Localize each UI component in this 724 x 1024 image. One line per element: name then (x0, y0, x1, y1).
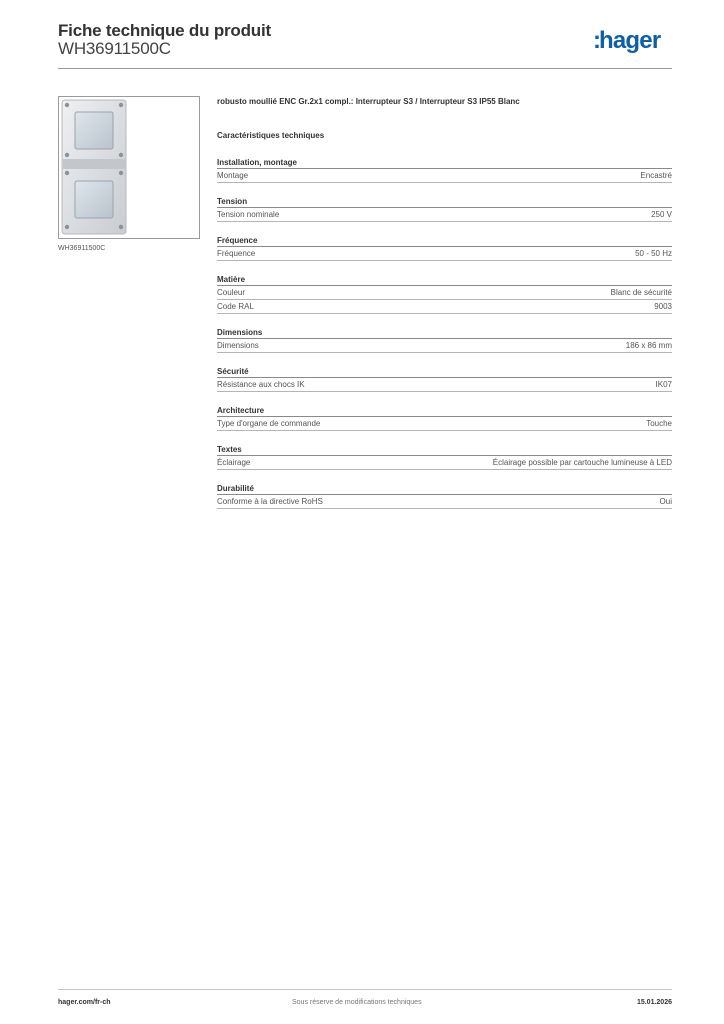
product-image (59, 97, 199, 238)
spec-value: Encastré (640, 171, 672, 180)
spec-label: Fréquence (217, 249, 256, 258)
spec-value: Blanc de sécurité (610, 288, 672, 297)
section-title: Installation, montage (217, 157, 672, 169)
section-title: Architecture (217, 405, 672, 417)
footer-divider (58, 989, 672, 990)
section-title: Sécurité (217, 366, 672, 378)
spec-row (217, 208, 672, 222)
spec-row (217, 456, 672, 470)
footer-date: 15.01.2026 (636, 999, 672, 1006)
spec-label: Type d'organe de commande (217, 419, 321, 428)
characteristics-list (217, 157, 672, 522)
spec-label: Dimensions (217, 341, 259, 350)
spec-label: Code RAL (217, 302, 254, 311)
spec-value: IK07 (655, 380, 672, 389)
product-image-frame (58, 96, 200, 239)
section-securite (217, 366, 672, 392)
section-matiere (217, 274, 672, 314)
section-title: Durabilité (217, 483, 672, 495)
section-title: Dimensions (217, 327, 672, 339)
spec-label: Tension nominale (217, 210, 280, 219)
product-reference: WH36911500C (58, 39, 171, 58)
section-title: Fréquence (217, 235, 672, 247)
footer-website-link[interactable]: hager.com/fr-ch (58, 999, 111, 1006)
spec-label: Montage (217, 171, 249, 180)
spec-value: Touche (646, 419, 672, 428)
spec-value: 9003 (654, 302, 672, 311)
section-tension (217, 196, 672, 222)
spec-value: 50 - 50 Hz (635, 249, 672, 258)
section-frequence (217, 235, 672, 261)
spec-value: Oui (659, 497, 672, 506)
spec-label: Couleur (217, 288, 246, 297)
characteristics-title: Caractéristiques techniques (217, 131, 325, 140)
header-divider (58, 68, 672, 69)
section-title: Matière (217, 274, 672, 286)
spec-label: Résistance aux chocs IK (217, 380, 305, 389)
section-textes (217, 444, 672, 470)
spec-label: Éclairage (217, 458, 251, 467)
spec-value: 186 x 86 mm (625, 341, 672, 350)
spec-row (217, 495, 672, 509)
logo-text: hager (599, 27, 661, 54)
section-installation (217, 157, 672, 183)
product-description: robusto moullié ENC Gr.2x1 compl.: Interrupteur S3 / Interrupteur S3 IP55 Blanc (217, 97, 520, 106)
spec-row (217, 247, 672, 261)
section-architecture (217, 405, 672, 431)
spec-row (217, 286, 672, 300)
section-title: Textes (217, 444, 672, 456)
spec-row (217, 378, 672, 392)
spec-row (217, 169, 672, 183)
section-dimensions (217, 327, 672, 353)
spec-row (217, 300, 672, 314)
page-title: Fiche technique du produit (58, 21, 271, 40)
hager-logo (593, 27, 660, 55)
spec-row (217, 339, 672, 353)
section-title: Tension (217, 196, 672, 208)
spec-label: Conforme à la directive RoHS (217, 497, 323, 506)
footer-disclaimer: Sous réserve de modifications techniques (292, 999, 422, 1006)
product-image-caption: WH36911500C (58, 245, 106, 252)
spec-value: 250 V (651, 210, 672, 219)
spec-value: Éclairage possible par cartouche lumineuse à LED (492, 458, 672, 467)
section-durabilite (217, 483, 672, 509)
spec-row (217, 417, 672, 431)
logo-dots-icon: : (593, 27, 599, 54)
